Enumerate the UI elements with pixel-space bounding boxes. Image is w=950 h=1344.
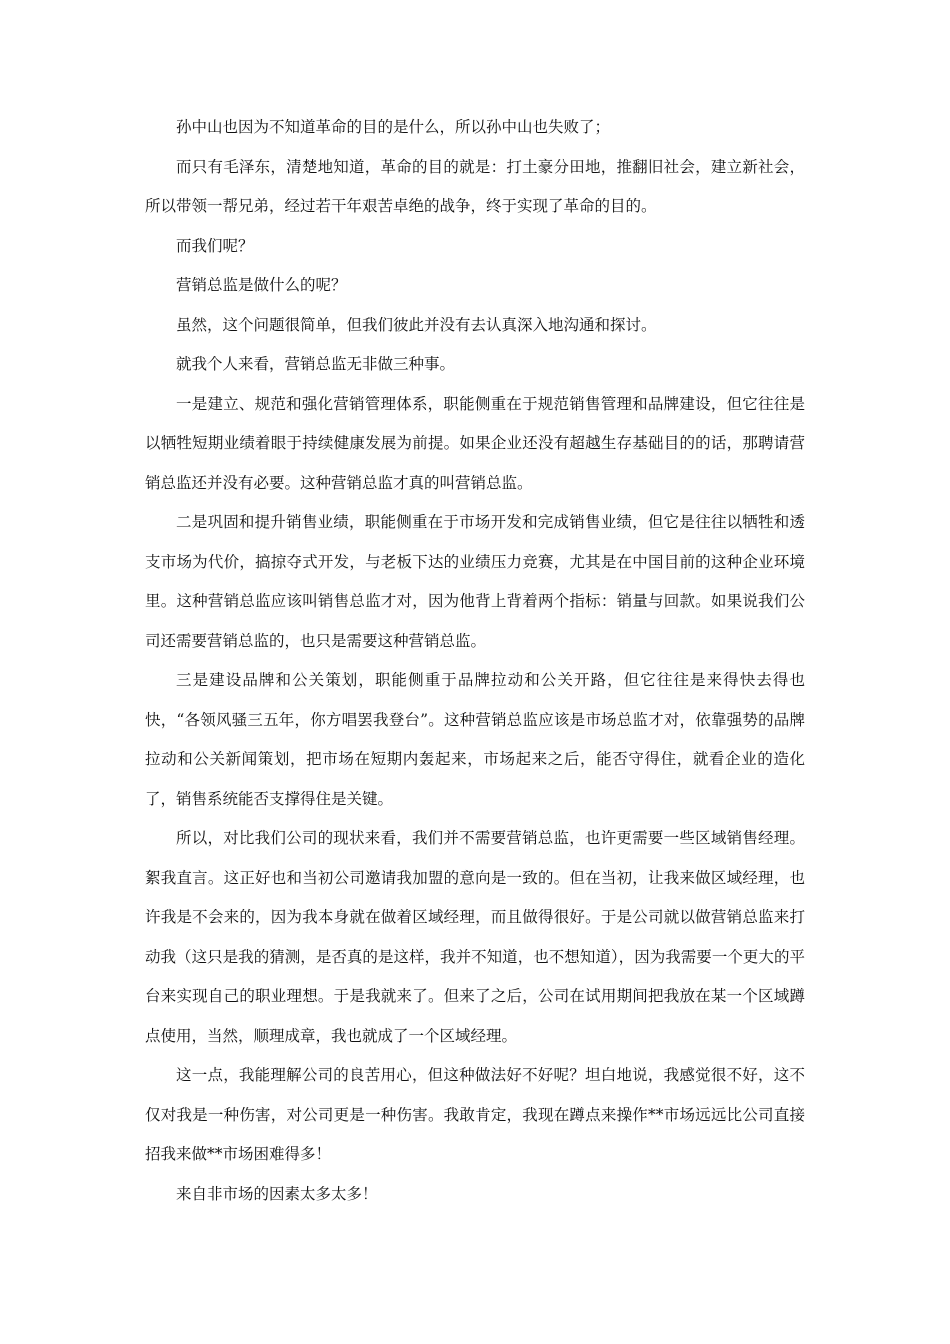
paragraph: 而我们呢？: [176, 236, 254, 255]
paragraph: 营销总监是做什么的呢？: [176, 276, 347, 294]
paragraph: 而只有毛泽东，清楚地知道，革命的目的就是：打土豪分田地，推翻旧社会，建立新社会，所以带领一帮兄弟，经过若干年艰苦卓绝的战争，终于实现了革命的目的。: [145, 157, 805, 215]
paragraph: 所以，对比我们公司的现状来看，我们并不需要营销总监，也许更需要一些区域销售经理。絮我直言。这正好也和当初公司邀请我加盟的意向是一致的。但在当初，让我来做区域经理，也许我是不会来的，因为我本身就在做着区域经理，而且做得很好。于是公司就以做营销总监来打动我（这只是我的猜测，是否真的是这样，我并不知道，也不想知道），因为我需要一个更大的平台来实现自己的职业理想。于是我就来了。但来了之后，公司在试用期间把我放在某一个区域蹲点使用，当然，顺理成章，我也就成了一个区域经理。: [145, 829, 805, 1045]
paragraph: 三是建设品牌和公关策划，职能侧重于品牌拉动和公关开路，但它往往是来得快去得也快，“各领风骚三五年，你方唱罢我登台”。这种营销总监应该是市场总监才对，依靠强势的品牌拉动和公关新闻策划，把市场在短期内轰起来，市场起来之后，能否守得住，就看企业的造化了，销售系统能否支撑得住是关键。: [145, 671, 805, 808]
paragraph: 这一点，我能理解公司的良苦用心，但这种做法好不好呢？坦白地说，我感觉很不好，这不仅对我是一种伤害，对公司更是一种伤害。我敢肯定，我现在蹲点来操作**市场远远比公司直接招我来做**市场困难得多！: [145, 1066, 805, 1163]
paragraph: 虽然，这个问题很简单，但我们彼此并没有去认真深入地沟通和探讨。: [176, 315, 657, 334]
paragraph: 就我个人来看，营销总监无非做三种事。: [176, 355, 456, 373]
paragraph: 来自非市场的因素太多太多！: [176, 1184, 378, 1203]
document-body: [145, 108, 805, 1214]
paragraph: 一是建立、规范和强化营销管理体系，职能侧重在于规范销售管理和品牌建设，但它往往是以牺牲短期业绩着眼于持续健康发展为前提。如果企业还没有超越生存基础目的的话，那聘请营销总监还并没有必要。这种营销总监才真的叫营销总监。: [145, 394, 805, 492]
paragraph: 二是巩固和提升销售业绩，职能侧重在于市场开发和完成销售业绩，但它是往往以牺牲和透支市场为代价，搞掠夺式开发，与老板下达的业绩压力竞赛，尤其是在中国目前的这种企业环境里。这种营销总监应该叫销售总监才对，因为他背上背着两个指标：销量与回款。如果说我们公司还需要营销总监的，也只是需要这种营销总监。: [145, 513, 805, 650]
paragraph: 孙中山也因为不知道革命的目的是什么，所以孙中山也失败了；: [176, 118, 611, 136]
